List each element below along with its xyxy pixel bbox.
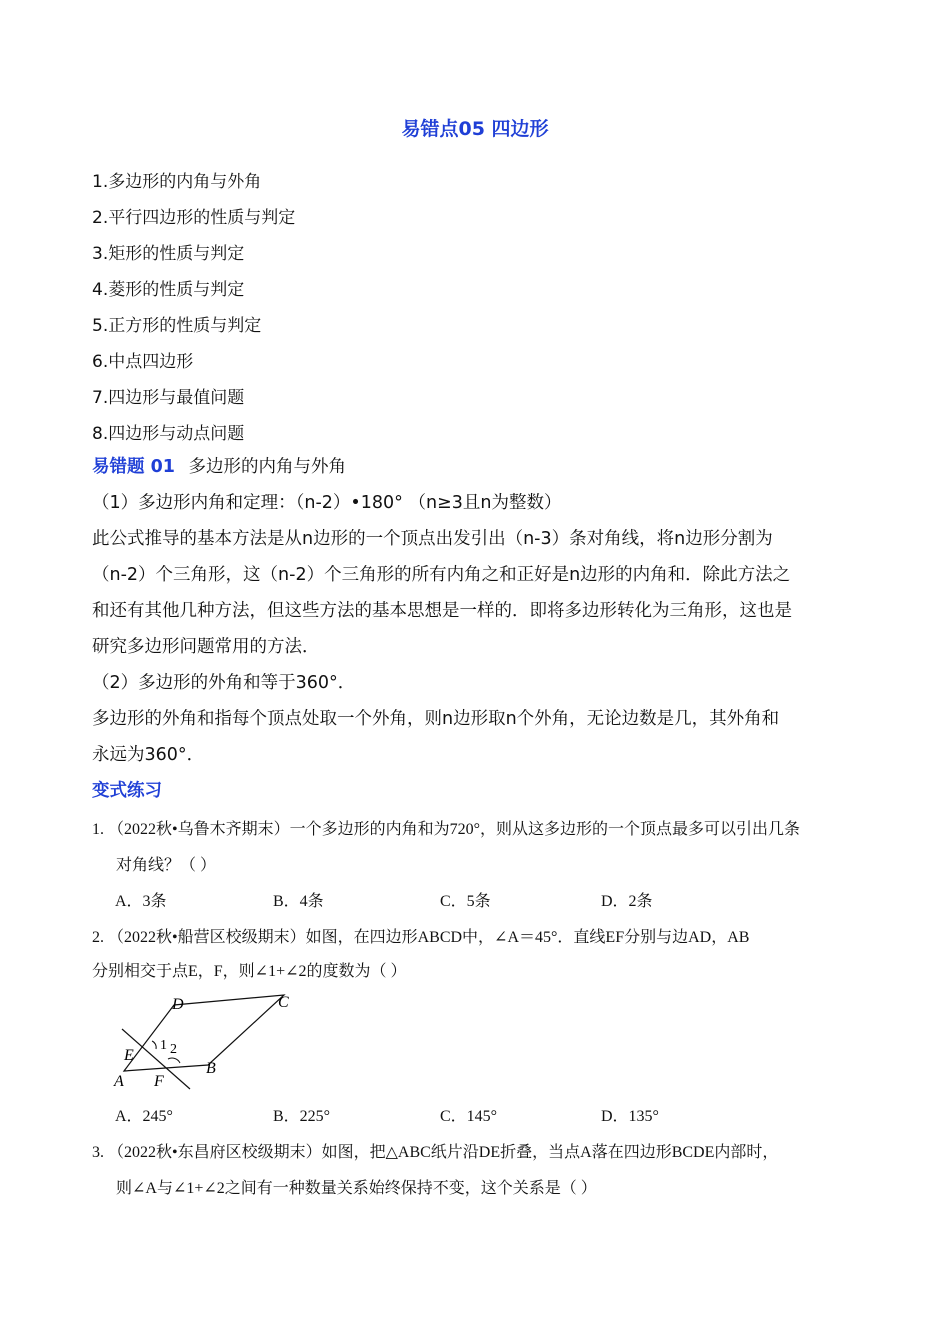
topic-item: 7.四边形与最值问题 (92, 388, 245, 408)
label-angle-1: 1 (160, 1038, 167, 1053)
option-b: B．225° (273, 1108, 331, 1125)
q1-line2: 对角线？（ ） (116, 857, 217, 874)
topic-item: 4.菱形的性质与判定 (92, 280, 245, 300)
option-b: B．4条 (273, 893, 324, 910)
topic-item: 5.正方形的性质与判定 (92, 316, 262, 336)
q1-line1: 1. （2022秋•乌鲁木齐期末）一个多边形的内角和为720°，则从这多边形的一个顶点最多可以引出几条 (92, 821, 801, 838)
theory-line: （2）多边形的外角和等于360°． (92, 673, 356, 693)
theory-line: （n-2）个三角形，这（n-2）个三角形的所有内角之和正好是n边形的内角和．除此方法之 (92, 565, 791, 585)
q2-line1: 2. （2022秋•船营区校级期末）如图，在四边形ABCD中，∠A＝45°．直线EF分别与边AD，AB (92, 929, 750, 946)
option-a: A．245° (115, 1108, 173, 1125)
option-c: C．145° (440, 1108, 498, 1125)
quadrilateral-abcd (124, 995, 284, 1071)
label-f: F (154, 1073, 164, 1090)
q3-line2: 则∠A与∠1+∠2之间有一种数量关系始终保持不变，这个关系是（ ） (116, 1180, 597, 1197)
option-d: D．135° (601, 1108, 659, 1125)
section-heading (92, 449, 862, 485)
label-c: C (278, 994, 289, 1011)
quadrilateral-figure (108, 985, 308, 1090)
q3-line1: 3. （2022秋•东昌府区校级期末）如图，把△ABC纸片沿DE折叠，当点A落在四边形BCDE内部时， (92, 1144, 779, 1161)
practice-heading: 变式练习 (92, 781, 162, 801)
option-a: A．3条 (115, 893, 167, 910)
label-a: A (114, 1073, 124, 1090)
angle-1-arc (152, 1041, 156, 1049)
theory-line: （1）多边形内角和定理：（n-2）•180° （n≥3且n为整数） (92, 493, 562, 513)
theory-line: 此公式推导的基本方法是从n边形的一个顶点出发引出（n-3）条对角线，将n边形分割为 (92, 529, 773, 549)
option-d: D．2条 (601, 893, 653, 910)
topic-item: 1.多边形的内角与外角 (92, 172, 262, 192)
theory-block (92, 449, 862, 809)
section-label: 易错题 01 (92, 457, 175, 477)
topic-item: 2.平行四边形的性质与判定 (92, 208, 296, 228)
theory-line: 永远为360°． (92, 745, 205, 765)
topic-item: 3.矩形的性质与判定 (92, 244, 245, 264)
topic-item: 6.中点四边形 (92, 352, 194, 372)
topic-list (92, 164, 295, 452)
page-title: 易错点05 四边形 (401, 118, 549, 140)
label-e: E (124, 1047, 134, 1064)
theory-line: 和还有其他几种方法，但这些方法的基本思想是一样的．即将多边形转化为三角形，这也是 (92, 601, 792, 621)
option-c: C．5条 (440, 893, 491, 910)
angle-2-arc (168, 1058, 180, 1063)
label-b: B (206, 1060, 216, 1077)
label-d: D (172, 996, 184, 1013)
q2-line2: 分别相交于点E，F，则∠1+∠2的度数为（ ） (92, 963, 407, 980)
label-angle-2: 2 (170, 1042, 177, 1057)
theory-line: 研究多边形问题常用的方法． (92, 637, 320, 657)
topic-item: 8.四边形与动点问题 (92, 424, 245, 444)
theory-line: 多边形的外角和指每个顶点处取一个外角，则n边形取n个外角，无论边数是几，其外角和 (92, 709, 780, 729)
section-title: 多边形的内角与外角 (188, 457, 347, 477)
